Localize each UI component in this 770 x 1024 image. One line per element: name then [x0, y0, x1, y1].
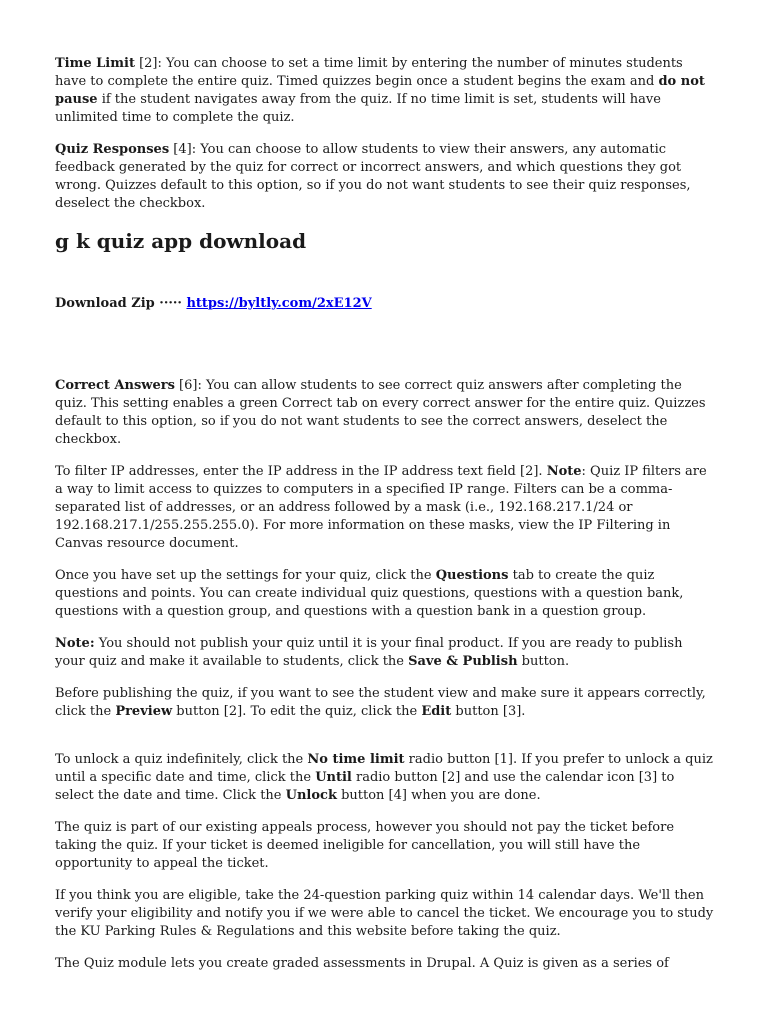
- paragraph-correct-answers: Correct Answers [6]: You can allow students to see correct quiz answers after completing the quiz. This setting enables a green Correct tab on every correct answer for the entire quiz. Quizzes default to this option, so if you do not want students to see the correct answers, deselect the checkbox.: [55, 378, 706, 447]
- bold-term: Edit: [421, 704, 452, 719]
- download-link[interactable]: https://byltly.com/2xE12V: [186, 296, 372, 311]
- paragraph-ip-filter: To filter IP addresses, enter the IP address in the IP address text field [2]. Note: Quiz IP filters are a way to limit access to quizzes to computers in a specified IP range. Filters can be a comma-separated list of addresses, or an address followed by a mask (i.e., 192.168.217.1/24 or 192.168.217.1/255.255.255.0). For more information on these masks, view the IP Filtering in Canvas resource document.: [55, 464, 707, 551]
- bold-term: Save & Publish: [408, 654, 518, 669]
- paragraph-time-limit: Time Limit [2]: You can choose to set a time limit by entering the number of minutes students have to complete the entire quiz. Timed quizzes begin once a student begins the exam and do not pause if the student navigates away from the quiz. If no time limit is set, students will have unlimited time to complete the quiz.: [55, 56, 705, 125]
- bold-term: do not pause: [55, 74, 705, 107]
- bold-term: Correct Answers: [55, 378, 175, 393]
- bold-term: Note: [546, 464, 582, 479]
- paragraph-unlock: To unlock a quiz indefinitely, click the No time limit radio button [1]. If you prefer to unlock a quiz until a specific date and time, click the Until radio button [2] and use the calendar icon [3] to select the date and time. Click the Unlock button [4] when you are done.: [55, 752, 713, 803]
- bold-term: Quiz Responses: [55, 142, 170, 157]
- bold-term: Questions: [435, 568, 509, 583]
- paragraph-publish-note: Note: You should not publish your quiz until it is your final product. If you are ready to publish your quiz and make it available to students, click the Save & Publish button.: [55, 636, 683, 669]
- document-page: [55, 55, 715, 987]
- paragraph-quiz-module: The Quiz module lets you create graded assessments in Drupal. A Quiz is given as a series of: [55, 956, 669, 971]
- bold-term: Until: [315, 770, 352, 785]
- bold-term: Note:: [55, 636, 95, 651]
- paragraph-preview: Before publishing the quiz, if you want to see the student view and make sure it appears correctly, click the Preview button [2]. To edit the quiz, click the Edit button [3].: [55, 686, 706, 719]
- bold-term: Time Limit: [55, 56, 135, 71]
- download-label: Download Zip: [55, 296, 155, 311]
- bold-term: No time limit: [307, 752, 405, 767]
- download-dots: ·····: [154, 296, 187, 311]
- paragraph-questions: Once you have set up the settings for your quiz, click the Questions tab to create the quiz questions and points. You can create individual quiz questions, questions with a question bank, questions with a question group, and questions with a question bank in a question group.: [55, 568, 684, 619]
- page-heading: g k quiz app download: [55, 229, 307, 253]
- paragraph-quiz-responses: Quiz Responses [4]: You can choose to allow students to view their answers, any automatic feedback generated by the quiz for correct or incorrect answers, and which questions they got wrong. Quizzes default to this option, so if you do not want students to see their quiz responses, deselect the checkbox.: [55, 142, 691, 211]
- paragraph-appeals: The quiz is part of our existing appeals process, however you should not pay the ticket before taking the quiz. If your ticket is deemed ineligible for cancellation, you will still have the opportunity to appeal the ticket.: [55, 820, 675, 871]
- bold-term: Unlock: [285, 788, 337, 803]
- download-line: [55, 295, 715, 313]
- paragraph-eligibility: If you think you are eligible, take the 24-question parking quiz within 14 calendar days. We'll then verify your eligibility and notify you if we were able to cancel the ticket. We encourage you to study the KU Parking Rules & Regulations and this website before taking the quiz.: [55, 888, 714, 939]
- bold-term: Preview: [115, 704, 173, 719]
